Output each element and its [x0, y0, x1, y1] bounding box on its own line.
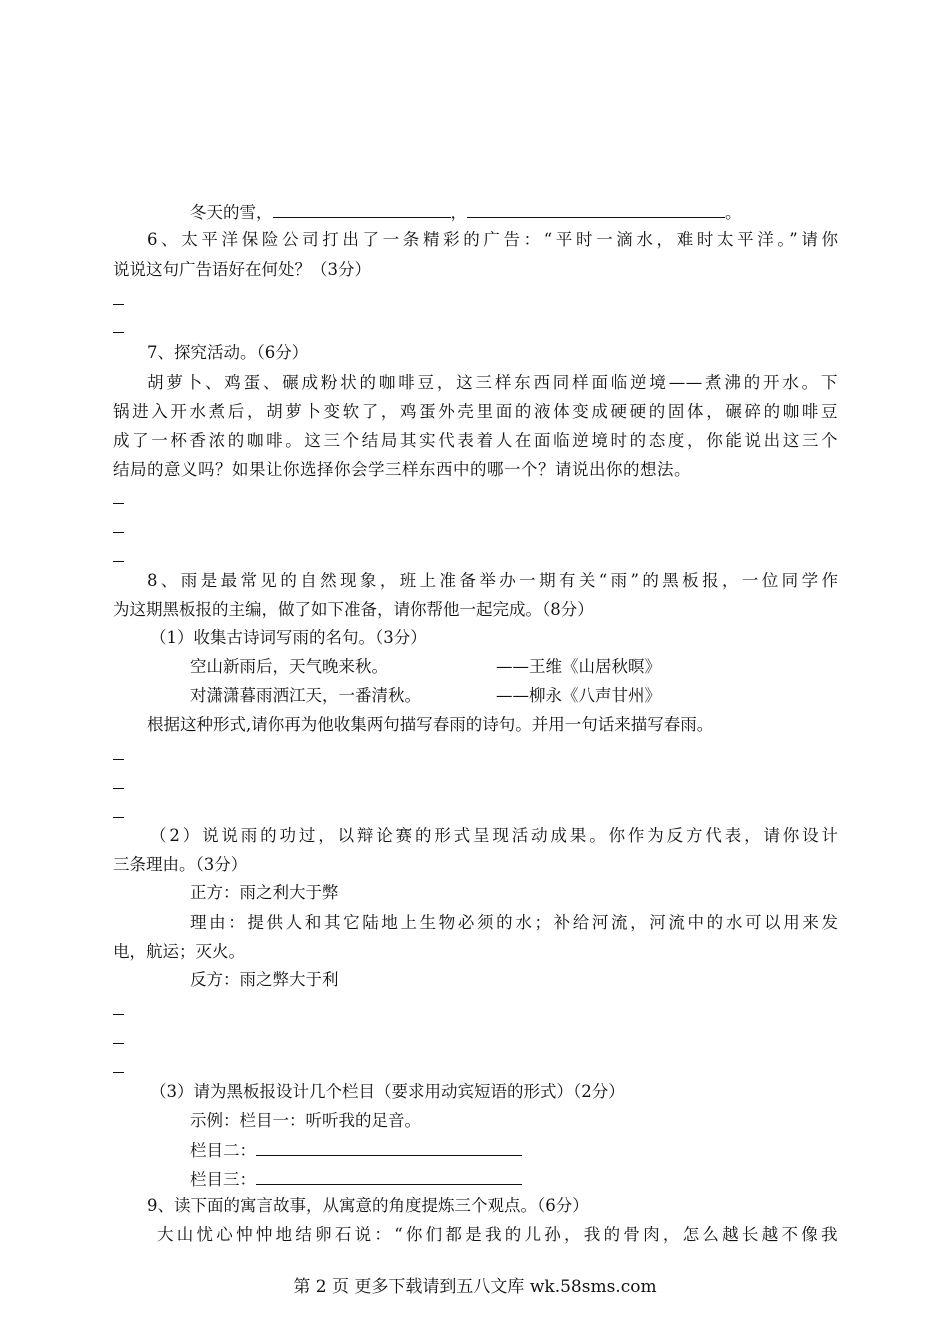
q5-end: 。 — [725, 203, 742, 222]
q5-answer-line — [190, 201, 742, 223]
column-2-line — [190, 1139, 522, 1161]
q7-paragraph-line-3: 成了一杯香浓的咖啡。这三个结局其实代表着人在面临逆境时的态度，你能说出这三个 — [113, 431, 838, 450]
q5-blank-2[interactable] — [467, 201, 725, 218]
q8-question-line-2: 为这期黑板报的主编，做了如下准备，请你帮他一起完成。（8分） — [113, 600, 594, 619]
column-example: 示例：栏目一：听听我的足音。 — [190, 1111, 421, 1130]
answer-line-marker[interactable] — [113, 1014, 124, 1015]
q7-title: 7、探究活动。（6分） — [147, 343, 309, 362]
q8-question-line-1: 8、雨是最常见的自然现象，班上准备举办一期有关“雨”的黑板报，一位同学作 — [147, 571, 838, 590]
q7-paragraph-line-4: 结局的意义吗？如果让你选择你会学三样东西中的哪一个？请说出你的想法。 — [113, 460, 691, 479]
column-2-label: 栏目二： — [190, 1141, 256, 1160]
debate-reason-line-1: 理由：提供人和其它陆地上生物必须的水；补给河流，河流中的水可以用来发 — [190, 913, 838, 932]
column-3-line — [190, 1168, 522, 1190]
debate-con-side: 反方：雨之弊大于利 — [190, 970, 339, 989]
q8-sub3-title: （3）请为黑板报设计几个栏目（要求用动宾短语的形式）（2分） — [150, 1082, 625, 1101]
answer-line-marker[interactable] — [113, 503, 124, 504]
q5-blank-1[interactable] — [273, 201, 451, 218]
q8-sub2-line-1: （2）说说雨的功过，以辩论赛的形式呈现活动成果。你作为反方代表，请你设计 — [150, 826, 838, 845]
page-footer: 第 2 页 更多下载请到五八文库 wk.58sms.com — [293, 1277, 657, 1297]
q8-sub2-line-2: 三条理由。（3分） — [113, 855, 248, 874]
q5-prefix: 冬天的雪， — [190, 203, 273, 222]
answer-line-marker[interactable] — [113, 561, 124, 562]
q7-paragraph-line-1: 胡萝卜、鸡蛋、碾成粉状的咖啡豆，这三样东西同样面临逆境——煮沸的开水。下 — [147, 373, 838, 392]
q6-question-line-1: 6、太平洋保险公司打出了一条精彩的广告：“平时一滴水，难时太平洋。”请你 — [147, 230, 838, 249]
q5-sep: ， — [450, 203, 467, 222]
column-3-blank[interactable] — [256, 1168, 522, 1185]
q7-paragraph-line-2: 锅进入开水煮后，胡萝卜变软了，鸡蛋外壳里面的液体变成硬硬的固体，碾碎的咖啡豆 — [113, 402, 838, 421]
poem-source-2: ——柳永《八声甘州》 — [496, 686, 661, 705]
q8-sub1-title: （1）收集古诗词写雨的名句。（3分） — [150, 628, 427, 647]
answer-line-marker[interactable] — [113, 332, 124, 333]
q9-story-line-1: 大山忧心忡忡地结卵石说：“你们都是我的儿孙，我的骨肉，怎么越长越不像我 — [157, 1225, 838, 1244]
column-2-blank[interactable] — [256, 1139, 522, 1156]
poem-line-2: 对潇潇暮雨洒江天，一番清秋。 — [190, 686, 421, 705]
answer-line-marker[interactable] — [113, 788, 124, 789]
answer-line-marker[interactable] — [113, 1043, 124, 1044]
poem-line-1: 空山新雨后，天气晚来秋。 — [190, 657, 388, 676]
poem-source-1: ——王维《山居秋暝》 — [496, 657, 661, 676]
q9-title: 9、读下面的寓言故事，从寓意的角度提炼三个观点。（6分） — [147, 1196, 589, 1215]
debate-reason-line-2: 电，航运；灭火。 — [113, 942, 245, 961]
q6-question-line-2: 说说这句广告语好在何处？（3分） — [113, 260, 371, 279]
answer-line-marker[interactable] — [113, 759, 124, 760]
answer-line-marker[interactable] — [113, 532, 124, 533]
answer-line-marker[interactable] — [113, 304, 124, 305]
answer-line-marker[interactable] — [113, 817, 124, 818]
debate-pro-side: 正方：雨之利大于弊 — [190, 883, 339, 902]
q8-sub1-instruction: 根据这种形式,请你再为他收集两句描写春雨的诗句。并用一句话来描写春雨。 — [147, 715, 714, 734]
column-3-label: 栏目三： — [190, 1170, 256, 1189]
answer-line-marker[interactable] — [113, 1072, 124, 1073]
